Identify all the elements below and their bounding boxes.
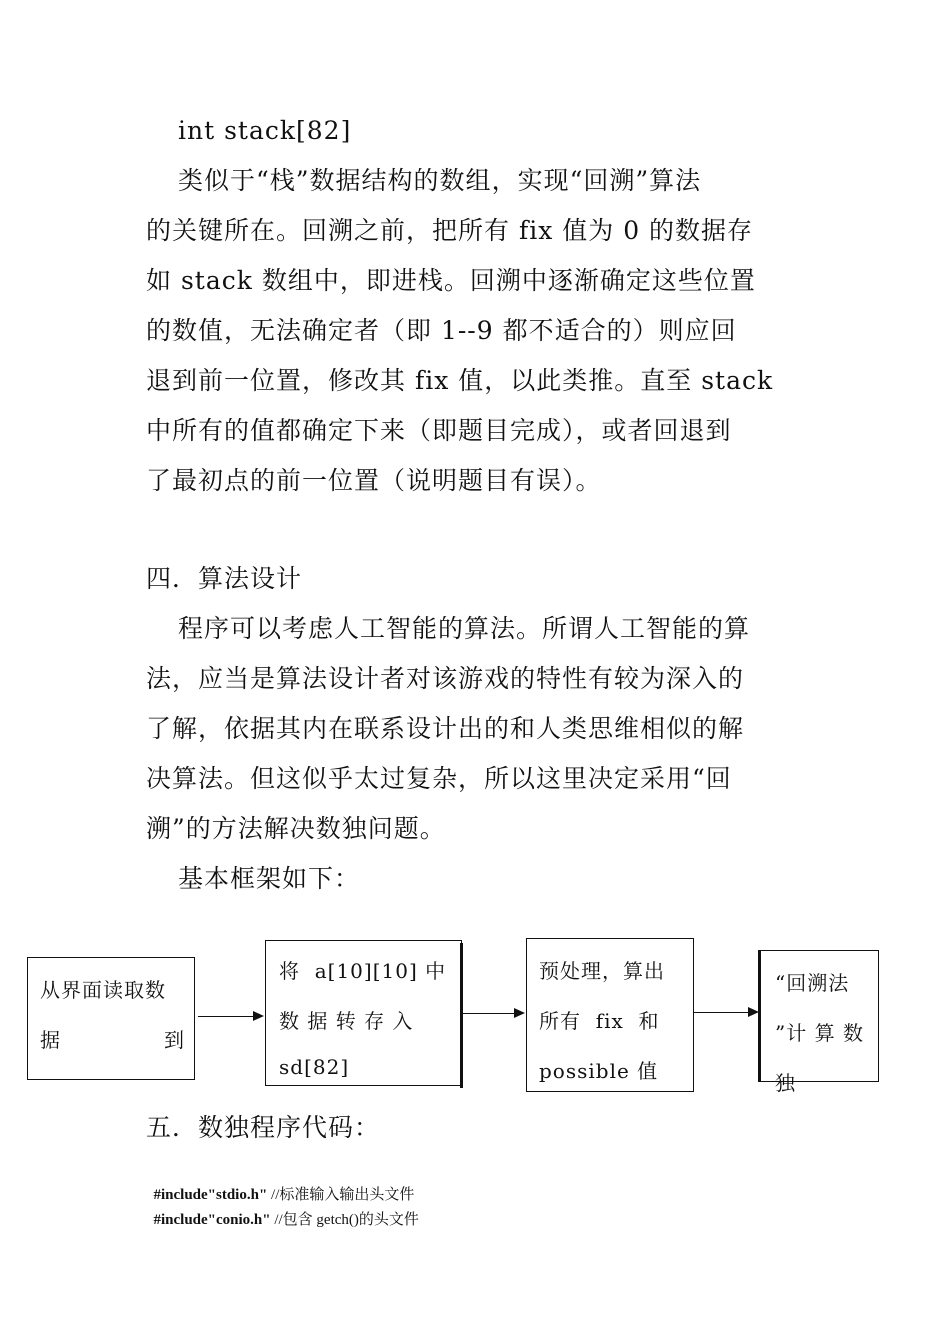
section-heading-code: 五．数独程序代码： [146,1113,381,1142]
flow-arrow [463,1013,523,1014]
flow-box-text: sd[82] [279,1055,350,1079]
flow-box-text: 预处理，算出 [539,959,665,983]
flow-box-text: 独 [775,1071,796,1095]
paragraph-line: 如 stack 数组中，即进栈。回溯中逐渐确定这些位置 [146,266,756,295]
flow-box-text: “回溯法 [775,971,850,995]
paragraph-line: 法，应当是算法设计者对该游戏的特性有较为深入的 [146,664,745,693]
paragraph-line: 类似于“栈”数据结构的数组，实现“回溯”算法 [178,166,702,195]
paragraph-line: 退到前一位置，修改其 fix 值，以此类推。直至 stack [146,366,774,395]
flow-arrow [694,1012,757,1013]
flow-box-text: 从界面读取数 [40,978,166,1002]
framework-intro: 基本框架如下： [178,864,361,893]
flow-box-text: 将 a[10][10] 中 [279,959,447,983]
flow-box-preprocess [526,938,694,1092]
code-include: #include"conio.h" [153,1212,271,1228]
paragraph-line: 程序可以考虑人工智能的算法。所谓人工智能的算 [178,614,751,643]
code-comment: //标准输入输出头文件 [267,1187,415,1203]
paragraph-line: 了解，依据其内在联系设计出的和人类思维相似的解 [146,714,745,743]
paragraph-line: 的数值，无法确定者（即 1--9 都不适合的）则应回 [146,316,737,345]
flow-box-backtrack [760,950,879,1095]
flow-box-read [27,957,195,1080]
flow-arrow [198,1016,262,1017]
paragraph-line: 的关键所在。回溯之前，把所有 fix 值为 0 的数据存 [146,216,754,245]
paragraph-line: 决算法。但这似乎太过复杂，所以这里决定采用“回 [146,764,732,793]
flow-box-text: 所有 fix 和 [539,1009,660,1033]
code-line [146,1187,419,1231]
box-shadow [758,950,761,1082]
flow-box-text: possible 值 [539,1059,659,1083]
paragraph-line: 中所有的值都确定下来（即题目完成），或者回退到 [146,416,732,445]
code-include: #include"stdio.h" [153,1187,268,1203]
flow-box-text: ”计 算 数 [775,1021,864,1045]
code-comment: //包含 getch()的头文件 [270,1212,419,1228]
paragraph-line: 了最初点的前一位置（说明题目有误）。 [146,466,602,495]
flow-box-transfer [265,940,462,1086]
paragraph-line: 溯”的方法解决数独问题。 [146,814,446,843]
box-shadow [460,943,463,1088]
flow-box-text: 数 据 转 存 入 [279,1009,414,1033]
stack-declaration: int stack[82] [178,116,352,145]
section-heading-algorithm-design: 四．算法设计 [146,564,303,593]
flow-box-text: 据 到 [40,1028,186,1052]
